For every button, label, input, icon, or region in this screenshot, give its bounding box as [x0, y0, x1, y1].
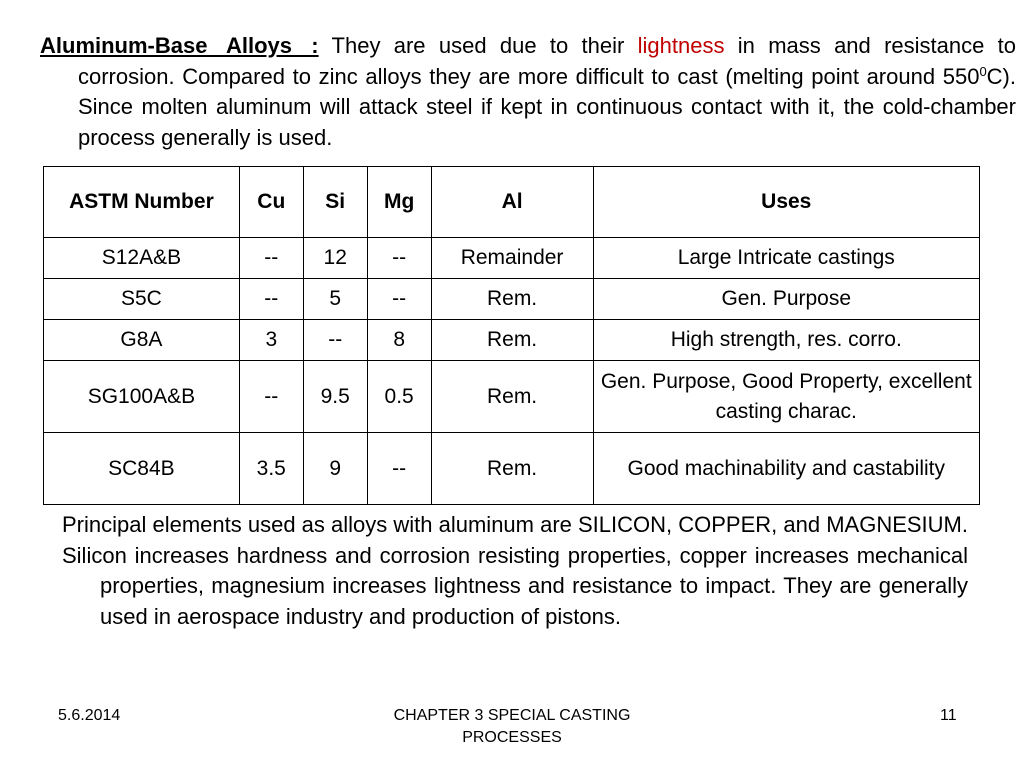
cell-cu: --: [239, 279, 303, 320]
table-row: [44, 433, 980, 505]
cell-cu: --: [239, 238, 303, 279]
intro-text-after: in mass and resistance to corrosion. Compared to zinc alloys they are more difficult to cast (melting point around 550: [78, 33, 1016, 89]
cell-astm: S5C: [44, 279, 240, 320]
cell-uses: Gen. Purpose, Good Property, excellent casting charac.: [593, 361, 979, 433]
page-number: 11: [940, 707, 957, 724]
cell-mg: 8: [367, 320, 431, 361]
header-astm-number: ASTM Number: [44, 167, 240, 238]
header-al: Al: [431, 167, 593, 238]
cell-uses: Gen. Purpose: [593, 279, 979, 320]
cell-astm: S12A&B: [44, 238, 240, 279]
cell-astm: SC84B: [44, 433, 240, 505]
cell-mg: --: [367, 279, 431, 320]
note-paragraph: Principal elements used as alloys with aluminum are SILICON, COPPER, and MAGNESIUM.: [62, 512, 968, 537]
cell-si: 5: [303, 279, 367, 320]
cell-uses: High strength, res. corro.: [593, 320, 979, 361]
cell-cu: 3: [239, 320, 303, 361]
cell-cu: 3.5: [239, 433, 303, 505]
header-mg: Mg: [367, 167, 431, 238]
header-cu: Cu: [239, 167, 303, 238]
cell-uses: Good machinability and castability: [593, 433, 979, 505]
cell-astm: SG100A&B: [44, 361, 240, 433]
table-row: [44, 320, 980, 361]
intro-superscript: 0: [979, 63, 987, 79]
cell-mg: --: [367, 238, 431, 279]
cell-al: Remainder: [431, 238, 593, 279]
table-row: [44, 238, 980, 279]
cell-mg: --: [367, 433, 431, 505]
table-row: [44, 361, 980, 433]
intro-lead: Aluminum-Base Alloys :: [40, 33, 319, 58]
cell-si: --: [303, 320, 367, 361]
cell-si: 9.5: [303, 361, 367, 433]
footer-date: 5.6.2014: [58, 707, 121, 724]
cell-al: Rem.: [431, 433, 593, 505]
cell-al: Rem.: [431, 320, 593, 361]
cell-cu: --: [239, 361, 303, 433]
cell-uses: Large Intricate castings: [593, 238, 979, 279]
intro-text-end: C). Since molten aluminum will attack steel if kept in continuous contact with it, the cold-chamber process generally is used.: [78, 63, 1016, 150]
header-uses: Uses: [593, 167, 979, 238]
notes-section: [62, 510, 968, 632]
header-si: Si: [303, 167, 367, 238]
cell-mg: 0.5: [367, 361, 431, 433]
cell-si: 9: [303, 433, 367, 505]
cell-al: Rem.: [431, 279, 593, 320]
cell-si: 12: [303, 238, 367, 279]
intro-highlight: lightness: [637, 33, 725, 58]
footer-title: CHAPTER 3 SPECIAL CASTING PROCESSES: [393, 707, 631, 746]
note-paragraph: Silicon increases hardness and corrosion resisting properties, copper increases mechanical properties, magnesium increases lightness and resistance to impact. They are generally used in aerospace industry and production of pistons.: [62, 542, 968, 629]
intro-text-before: They are used due to their: [318, 33, 638, 58]
table-header-row: [44, 167, 980, 238]
table-row: [44, 279, 980, 320]
cell-astm: G8A: [44, 320, 240, 361]
intro-paragraph: [40, 31, 1016, 153]
cell-al: Rem.: [431, 361, 593, 433]
alloy-table: [43, 166, 980, 505]
